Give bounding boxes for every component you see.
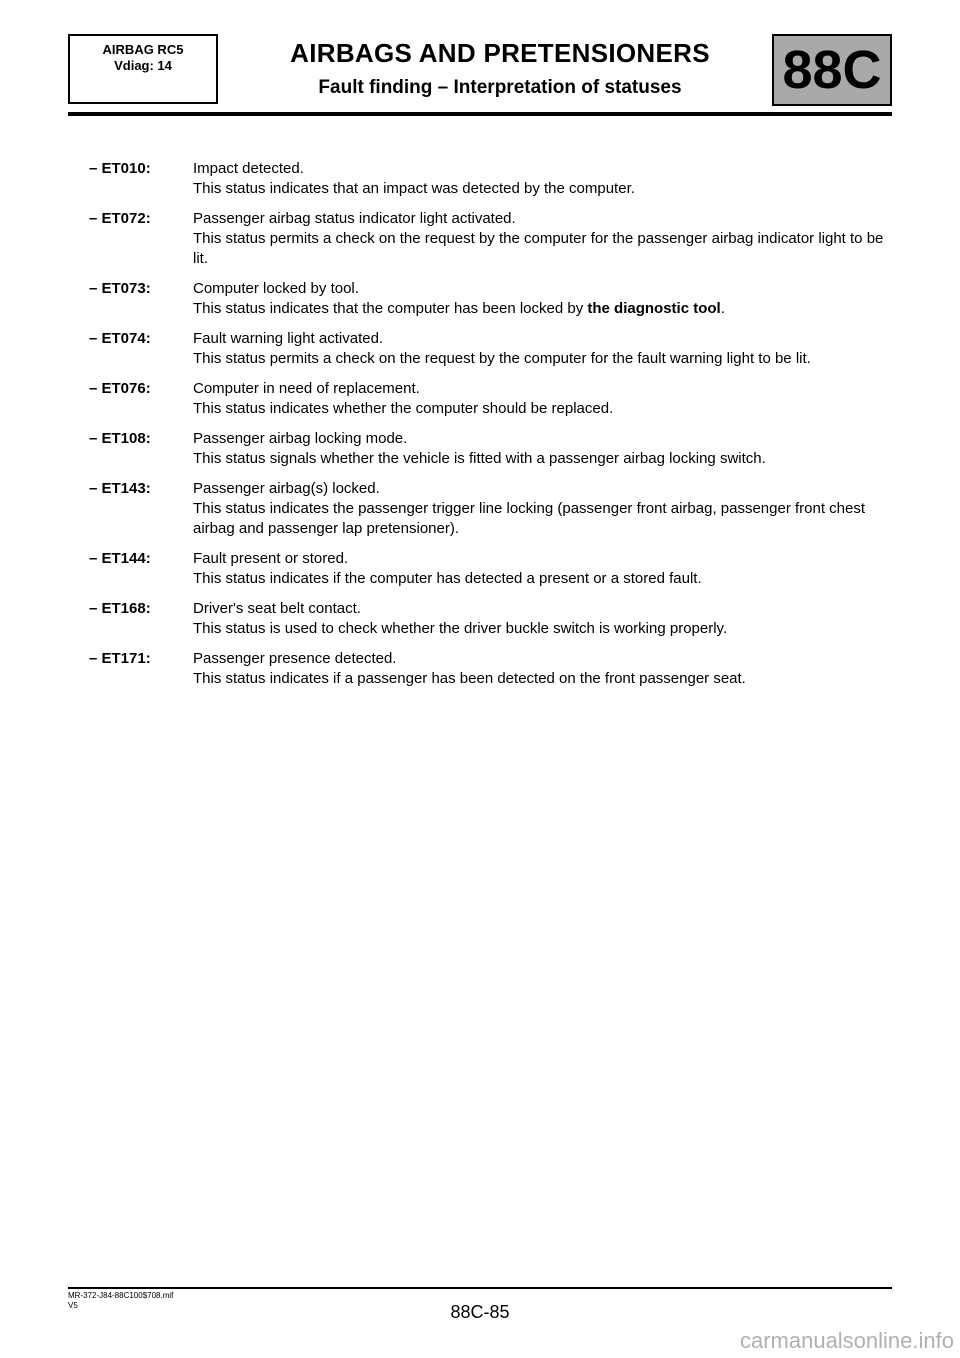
footer-divider: [68, 1287, 892, 1289]
description-text: This status indicates that the computer has been locked by: [193, 300, 588, 317]
status-item-et144: [89, 549, 889, 589]
status-item-et010: [89, 159, 889, 199]
status-code: – ET108:: [89, 430, 151, 447]
page-title: AIRBAGS AND PRETENSIONERS: [290, 38, 710, 68]
status-name: Driver's seat belt contact.: [193, 600, 361, 617]
status-code: – ET010:: [89, 160, 151, 177]
page-number: 88C-85: [450, 1302, 510, 1322]
page-subtitle: Fault finding – Interpretation of statuses: [318, 77, 682, 98]
status-description: This status signals whether the vehicle is fitted with a passenger airbag locking switch.: [193, 450, 766, 467]
description-bold-text: the diagnostic tool: [587, 300, 721, 317]
status-item-et072: [89, 209, 889, 269]
status-description: [193, 299, 889, 319]
status-description: This status indicates whether the computer should be replaced.: [193, 400, 614, 417]
status-name: Passenger airbag status indicator light activated.: [193, 210, 516, 227]
status-description: This status indicates that an impact was detected by the computer.: [193, 180, 635, 197]
status-code: – ET144:: [89, 550, 151, 567]
watermark-text: carmanualsonline.info: [739, 1328, 954, 1353]
vdiag-label: Vdiag: 14: [114, 58, 172, 73]
description-end: .: [720, 300, 725, 317]
status-name: Passenger airbag(s) locked.: [193, 480, 380, 497]
status-description: This status indicates if a passenger has been detected on the front passenger seat.: [193, 670, 746, 687]
status-code: – ET171:: [89, 650, 151, 667]
status-name: Passenger presence detected.: [193, 650, 397, 667]
header-divider: [68, 112, 892, 116]
status-item-et171: [89, 649, 889, 689]
status-item-et074: [89, 329, 889, 369]
status-name: Passenger airbag locking mode.: [193, 430, 408, 447]
status-code: – ET168:: [89, 600, 151, 617]
document-reference: MR-372-J84-88C100$708.mif: [68, 1291, 174, 1300]
status-name: Computer in need of replacement.: [193, 380, 420, 397]
status-item-et108: [89, 429, 889, 469]
status-item-et143: [89, 479, 889, 539]
section-code-badge: 88C: [772, 34, 892, 106]
status-name: Fault present or stored.: [193, 550, 349, 567]
status-name: Computer locked by tool.: [193, 280, 359, 297]
status-description: This status permits a check on the request by the computer for the fault warning light to be lit.: [193, 350, 811, 367]
status-description: This status permits a check on the request by the computer for the passenger airbag indicator light to be lit.: [193, 230, 884, 267]
status-code: – ET076:: [89, 380, 151, 397]
vehicle-system-box: [68, 34, 218, 104]
status-item-et168: [89, 599, 889, 639]
status-code: – ET073:: [89, 280, 151, 297]
status-description: This status is used to check whether the driver buckle switch is working properly.: [193, 620, 728, 637]
status-code: – ET143:: [89, 480, 151, 497]
status-description: This status indicates if the computer has detected a present or a stored fault.: [193, 570, 702, 587]
system-name: AIRBAG RC5: [102, 42, 184, 57]
status-item-et073: [89, 279, 889, 319]
document-version: V5: [68, 1301, 78, 1310]
status-item-et076: [89, 379, 889, 419]
status-code: – ET072:: [89, 210, 151, 227]
status-name: Fault warning light activated.: [193, 330, 384, 347]
status-description: This status indicates the passenger trigger line locking (passenger front airbag, passenger front chest airbag and passenger lap pretensioner).: [193, 500, 866, 537]
status-list: [89, 159, 889, 699]
status-name: Impact detected.: [193, 160, 304, 177]
status-code: – ET074:: [89, 330, 151, 347]
